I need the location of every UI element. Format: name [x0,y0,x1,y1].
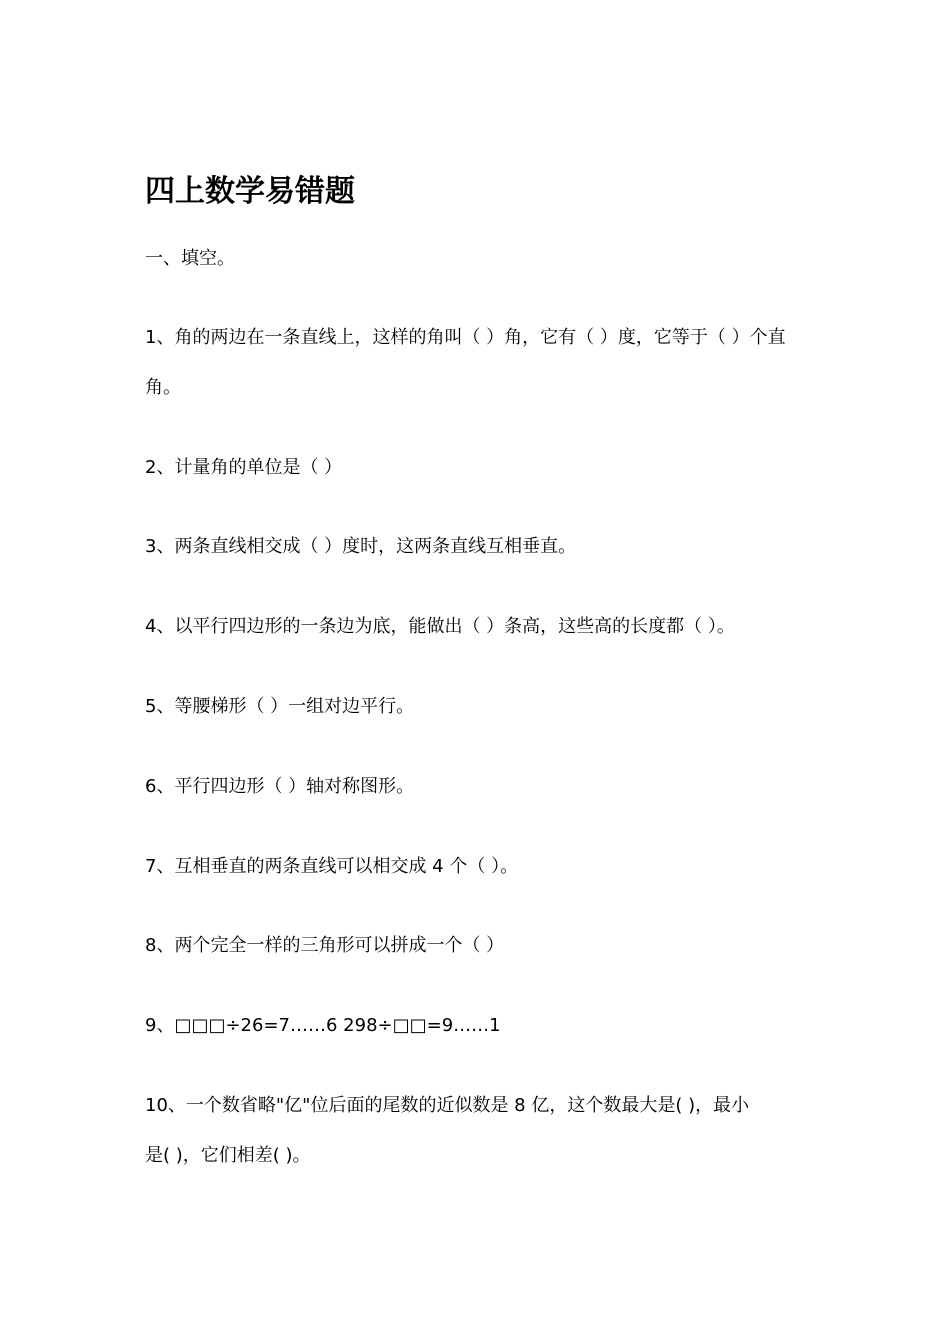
section-heading: 一、填空。 [145,248,235,269]
question-7: 7、互相垂直的两条直线可以相交成 4 个（ ）。 [145,856,519,877]
question-5: 5、等腰梯形（ ）一组对边平行。 [145,696,415,717]
question-6: 6、平行四边形（ ）轴对称图形。 [145,776,415,797]
question-1-line-1: 1、角的两边在一条直线上，这样的角叫（ ）角，它有（ ）度，它等于（ ）个直 [145,327,786,348]
question-3: 3、两条直线相交成（ ）度时，这两条直线互相垂直。 [145,536,577,557]
question-8: 8、两个完全一样的三角形可以拼成一个（ ） [145,935,505,956]
question-10-line-2: 是( )，它们相差( )。 [145,1145,311,1166]
document-page [145,0,815,1344]
page-title: 四上数学易错题 [145,174,355,209]
question-4: 4、以平行四边形的一条边为底，能做出（ ）条高，这些高的长度都（ ）。 [145,616,735,637]
question-10-line-1: 10、一个数省略"亿"位后面的尾数的近似数是 8 亿，这个数最大是( )，最小 [145,1095,750,1116]
question-9: 9、□□□÷26=7……6 298÷□□=9……1 [145,1015,501,1036]
question-2: 2、计量角的单位是（ ） [145,457,343,478]
question-1-line-2: 角。 [145,377,181,398]
